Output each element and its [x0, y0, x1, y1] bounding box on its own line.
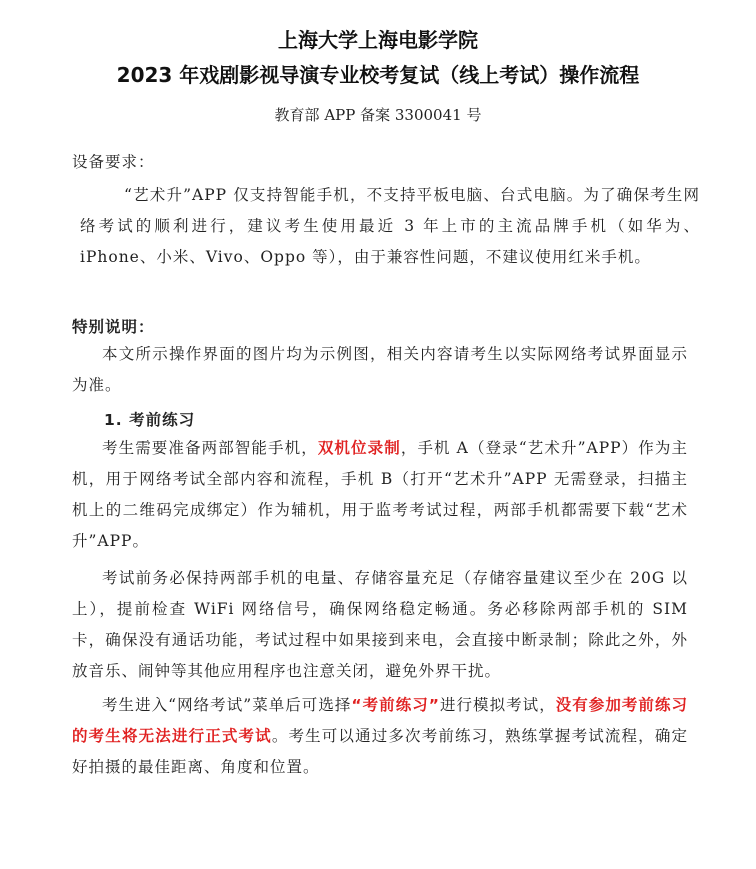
section-practice-heading: 1. 考前练习	[104, 411, 196, 429]
practice-paragraph-1	[72, 433, 688, 557]
device-requirements-heading: 设备要求：	[72, 153, 155, 171]
device-requirements-text: “艺术升”APP 仅支持智能手机，不支持平板电脑、台式电脑。为了确保考生网络考试的顺利进行，建议考生使用最近 3 年上市的主流品牌手机（如华为、iPhone、小米、Vivo、Oppo 等），由于兼容性问题，不建议使用红米手机。	[80, 186, 700, 266]
practice-p3-text-b: 进行模拟考试，	[439, 696, 556, 714]
practice-paragraph-3	[72, 690, 688, 783]
practice-p3-text-c: 。考生可以通过多次考前练习，熟练掌握考试流程，确定好拍摄的最佳距离、角度和位置。	[72, 727, 688, 776]
practice-p3-text-a: 考生进入“网络考试”菜单后可选择	[102, 696, 352, 714]
document-title: 上海大学上海电影学院	[278, 28, 478, 52]
mandatory-practice-warning: 没有参加考前练习的考生将无法进行正式考试	[72, 696, 688, 745]
special-note-text: 本文所示操作界面的图片均为示例图，相关内容请考生以实际网络考试界面显示为准。	[72, 345, 688, 394]
app-filing-number: 教育部 APP 备案 3300041 号	[274, 106, 482, 124]
practice-p1-text-b: ，手机 A（登录“艺术升”APP）作为主机，用于网络考试全部内容和流程，手机 B（打开“艺术升”APP 无需登录，扫描主机上的二维码完成绑定）作为辅机，用于监考考试过程，两部手机都需要下载“艺术升”APP。	[72, 439, 688, 550]
practice-p1-text-a: 考生需要准备两部智能手机，	[102, 439, 318, 457]
practice-paragraph-2: 考试前务必保持两部手机的电量、存储容量充足（存储容量建议至少在 20G 以上），提前检查 WiFi 网络信号，确保网络稳定畅通。务必移除两部手机的 SIM 卡，确保没有通话功能，考试过程中如果接到来电，会直接中断录制；除此之外，外放音乐、闹钟等其他应用程序也注意关闭，避免外界干扰。	[72, 569, 688, 680]
document-subtitle: 2023 年戏剧影视导演专业校考复试（线上考试）操作流程	[116, 63, 640, 87]
special-note-heading: 特别说明：	[72, 318, 155, 336]
practice-menu-highlight: “考前练习”	[351, 696, 440, 714]
dual-camera-highlight: 双机位录制	[317, 439, 401, 457]
